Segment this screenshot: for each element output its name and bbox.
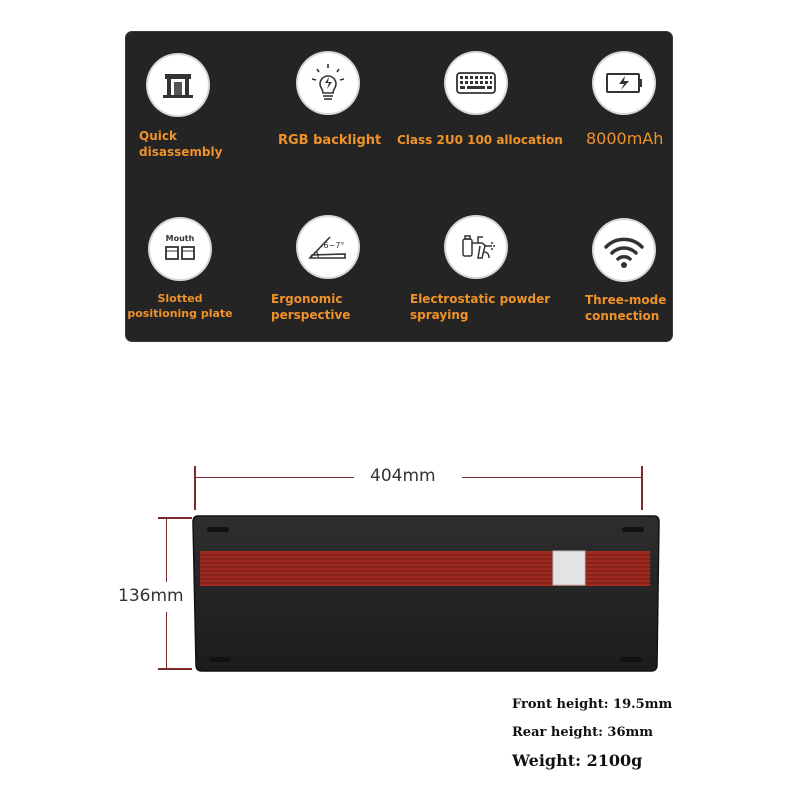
battery-icon bbox=[594, 53, 654, 113]
keyboard-bottom-view bbox=[190, 513, 662, 675]
feature-label: Ergonomic perspective bbox=[271, 292, 351, 322]
angle-icon bbox=[298, 217, 358, 277]
feature-label: 8000mAh bbox=[586, 129, 664, 148]
feature-label: RGB backlight bbox=[278, 133, 382, 148]
mouth-slots-icon bbox=[150, 219, 210, 279]
features-panel bbox=[125, 31, 673, 342]
feature-label: Quick disassembly bbox=[139, 129, 223, 159]
spray-gun-icon bbox=[446, 217, 506, 277]
wifi-icon bbox=[594, 220, 654, 280]
width-extension-right bbox=[641, 466, 643, 510]
weight-spec: Weight: 2100g bbox=[512, 751, 643, 770]
icon-text: Mouth bbox=[165, 234, 195, 243]
light-bulb-icon bbox=[298, 53, 358, 113]
feature-label: Slotted positioning plate bbox=[127, 292, 233, 320]
height-label: 136mm bbox=[118, 586, 184, 606]
front-height-spec: Front height: 19.5mm bbox=[512, 697, 673, 712]
feature-label: Three-mode connection bbox=[585, 293, 667, 323]
width-label: 404mm bbox=[370, 466, 436, 486]
height-extension-top bbox=[158, 517, 192, 519]
height-line-bottom bbox=[166, 612, 167, 668]
rear-height-spec: Rear height: 36mm bbox=[512, 725, 654, 740]
height-line-top bbox=[166, 519, 167, 582]
height-extension-bottom bbox=[158, 668, 192, 670]
keyboard-icon bbox=[446, 53, 506, 113]
feature-label: Electrostatic powder spraying bbox=[410, 292, 551, 322]
keycap-puller-icon bbox=[148, 55, 208, 115]
feature-label: Class 2U0 100 allocation bbox=[397, 133, 563, 147]
icon-text: 6~7° bbox=[323, 241, 345, 250]
width-line-right bbox=[462, 477, 641, 478]
width-extension-left bbox=[194, 466, 196, 510]
width-line-left bbox=[196, 477, 354, 478]
